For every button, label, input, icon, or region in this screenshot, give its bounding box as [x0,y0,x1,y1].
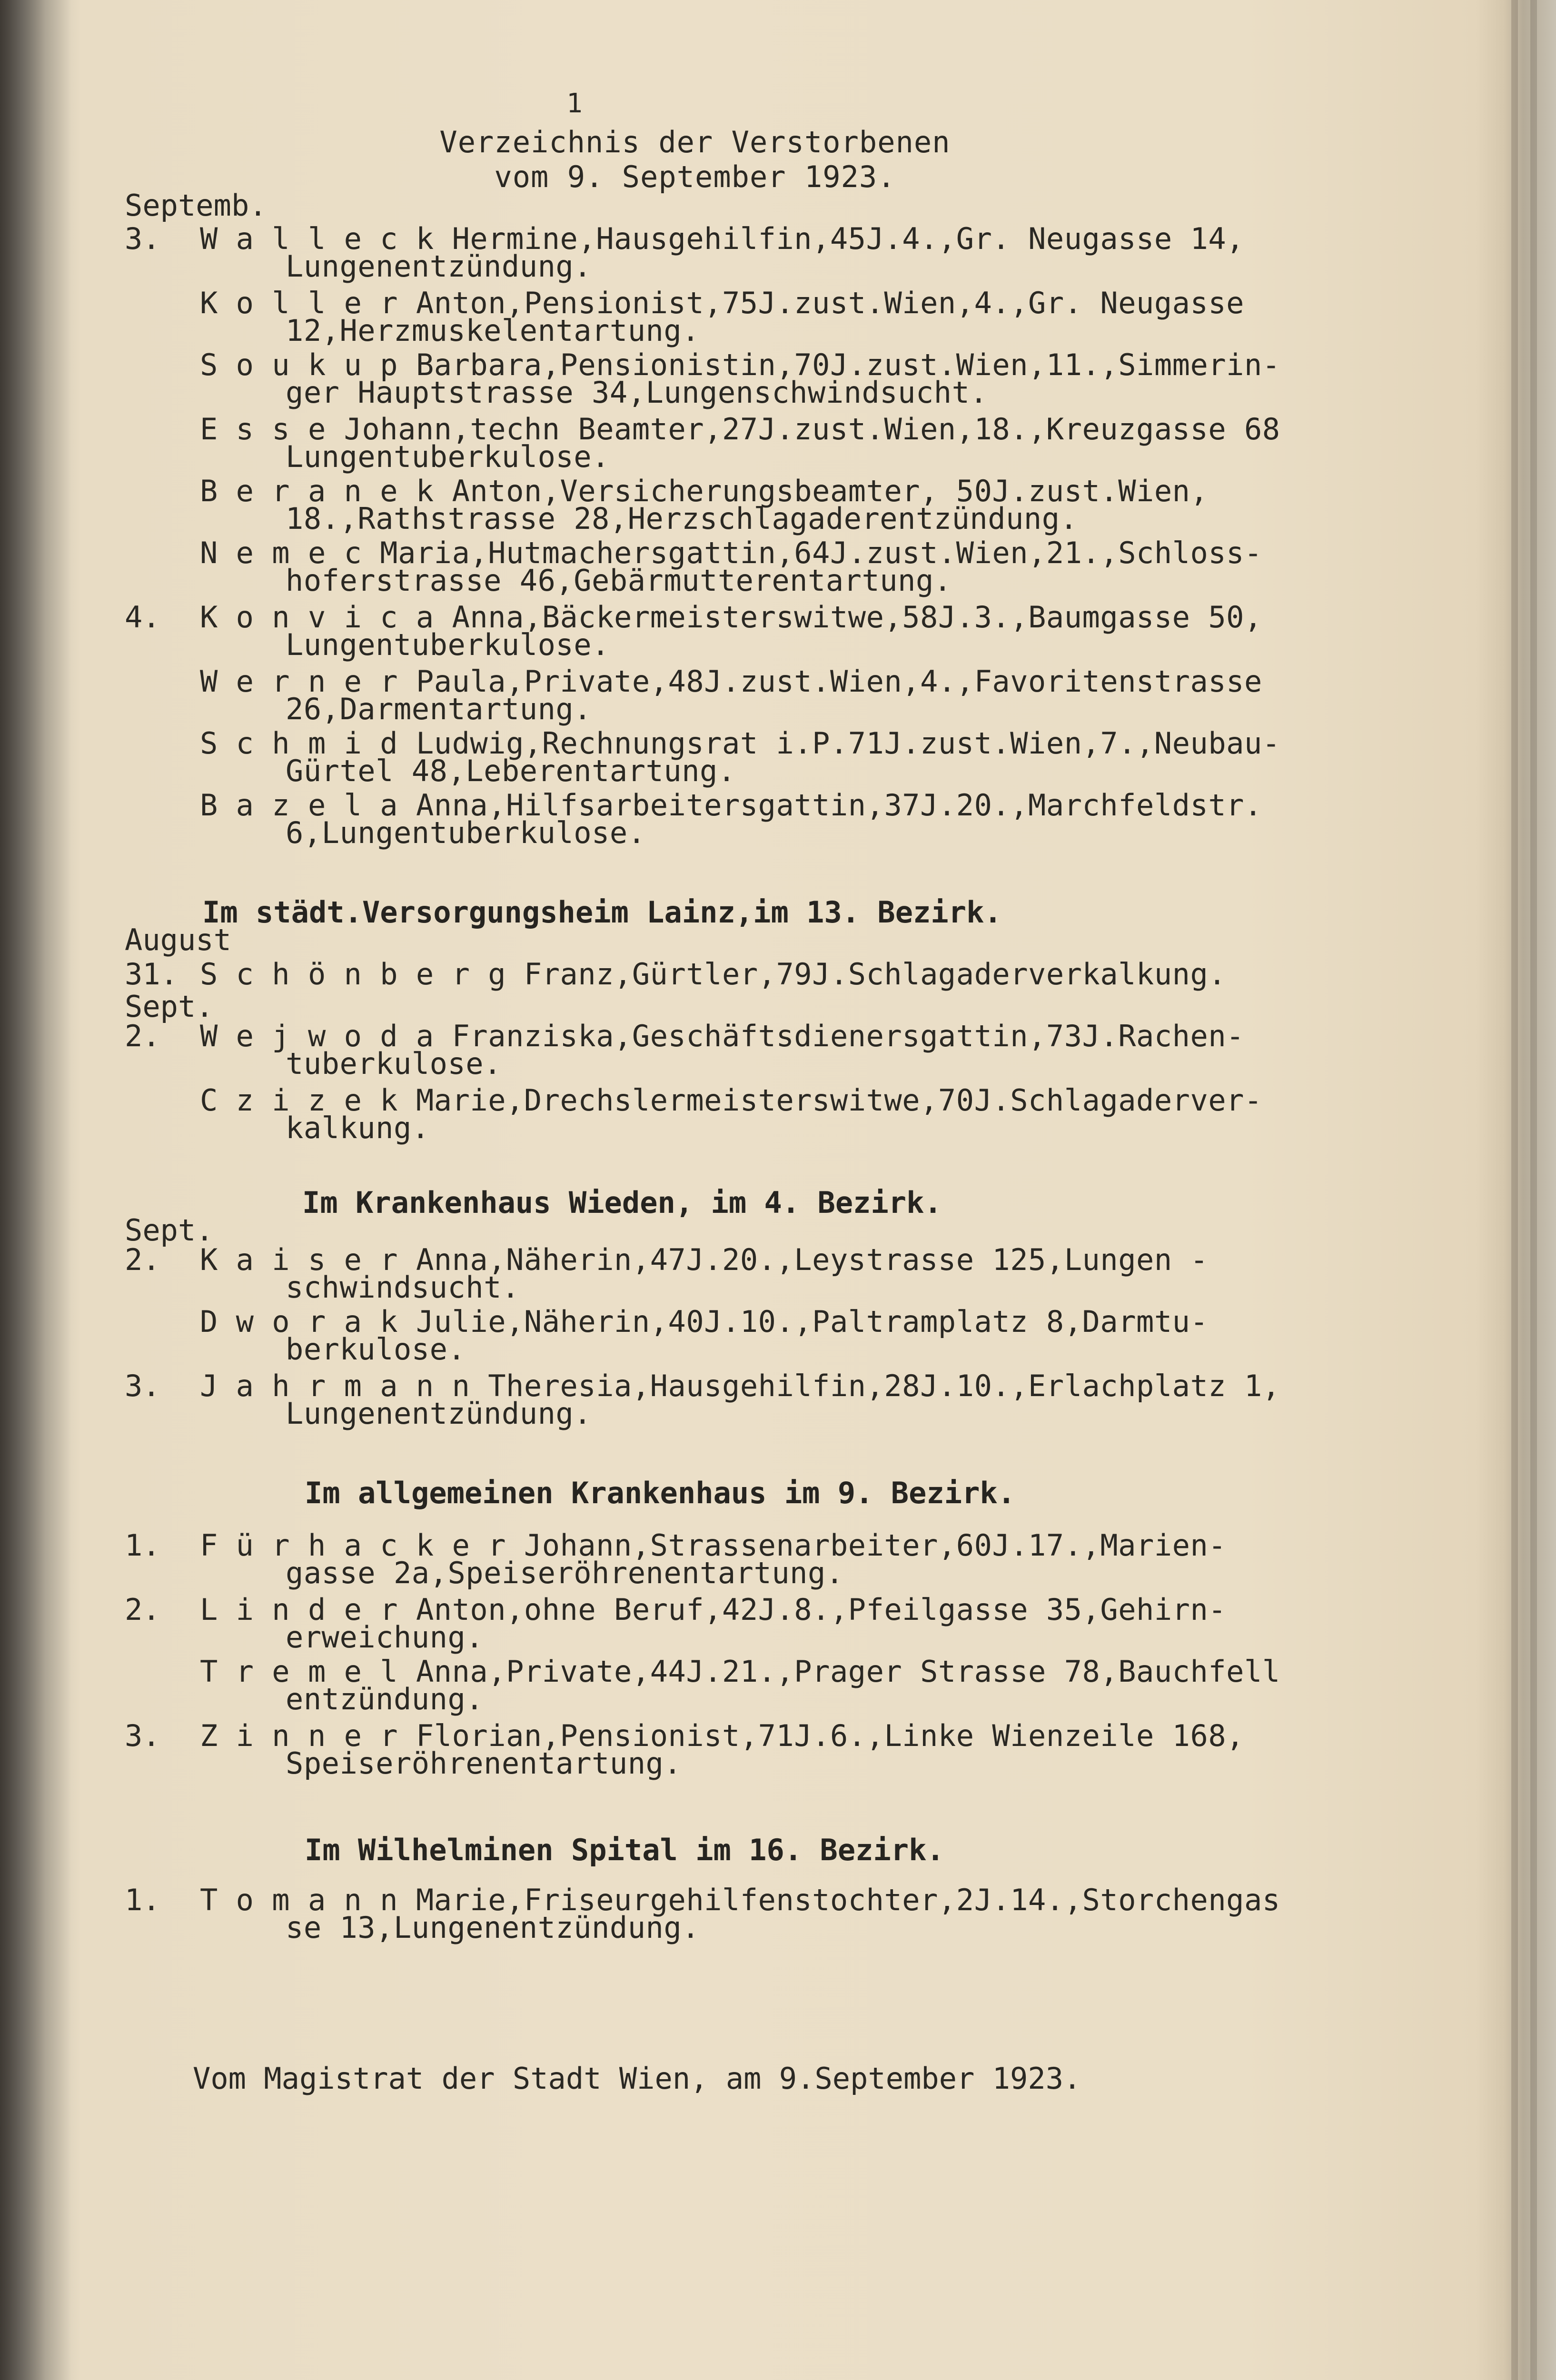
entry-text-line2: 6,Lungentuberkulose. [286,815,646,850]
entry-text-line1: Marie,Drechslermeisterswitwe,70J.Schlagaderver- [416,1083,1262,1118]
entry-date: 2. [125,1019,160,1053]
entry-name: L i n d e r [200,1592,398,1627]
entry-text-line1: Theresia,Hausgehilfin,28J.10.,Erlachplatz 1, [488,1368,1280,1403]
entry-text-line1: Anton,Pensionist,75J.zust.Wien,4.,Gr. Neugasse [416,286,1244,320]
entry-text-line2: 26,Darmentartung. [286,692,592,726]
entry-name: S c h m i d [200,726,398,761]
footer-signature-line: Vom Magistrat der Stadt Wien, am 9.September 1923. [193,2061,1081,2096]
entry-text-line1: Franz,Gürtler,79J.Schlagaderverkalkung. [524,957,1227,992]
entry-text-line1: Hermine,Hausgehilfin,45J.4.,Gr. Neugasse 14, [452,221,1244,256]
entry-text-line2: hoferstrasse 46,Gebärmutterentartung. [286,563,952,598]
entry-text-line1: Anna,Private,44J.21.,Prager Strasse 78,Bauchfell [416,1654,1280,1689]
entry-text-line2: Lungenentzündung. [286,249,592,284]
entry-name: S c h ö n b e r g [200,957,506,992]
entry-name: Z i n n e r [200,1718,398,1753]
entry-name: N e m e c [200,536,362,570]
section-heading-wieden: Im Krankenhaus Wieden, im 4. Bezirk. [302,1185,942,1220]
entry-name: W e j w o d a [200,1019,434,1053]
entry-text-line1: Barbara,Pensionistin,70J.zust.Wien,11.,Simmerin- [416,347,1280,382]
entry-text-line2: erweichung. [286,1620,484,1655]
entry-text-line1: Anna,Näherin,47J.20.,Leystrasse 125,Lungen - [416,1242,1209,1277]
entry-text-line2: Lungentuberkulose. [286,627,610,662]
page-edge [1511,0,1518,2380]
page-number: 1 [566,88,583,119]
section-heading-allgemeines: Im allgemeinen Krankenhaus im 9. Bezirk. [305,1476,1016,1510]
entry-date: 2. [125,1242,160,1277]
entry-text-line1: Ludwig,Rechnungsrat i.P.71J.zust.Wien,7.,Neubau- [416,726,1280,761]
entry-name: B e r a n e k [200,474,434,508]
entry-date: 3. [125,1368,160,1403]
entry-date: 3. [125,221,160,256]
entry-name: W e r n e r [200,664,398,699]
entry-text-line2: 12,Herzmuskelentartung. [286,313,700,348]
entry-name: S o u k u p [200,347,398,382]
section-heading-wilhelminen: Im Wilhelminen Spital im 16. Bezirk. [305,1833,944,1867]
entry-text-line1: Florian,Pensionist,71J.6.,Linke Wienzeile 168, [416,1718,1244,1753]
entry-text-line2: Lungentuberkulose. [286,439,610,474]
entry-text-line2: Lungenentzündung. [286,1396,592,1431]
entry-text-line2: Speiseröhrenentartung. [286,1746,682,1781]
entry-name: C z i z e k [200,1083,398,1118]
entry-text-line1: Maria,Hutmachersgattin,64J.zust.Wien,21.,Schloss- [380,536,1262,570]
month-label: Sept. [125,1213,214,1248]
entry-date: 1. [125,1883,160,1917]
entry-text-line2: gasse 2a,Speiseröhrenentartung. [286,1556,844,1590]
entry-date: 3. [125,1718,160,1753]
entry-text-line1: Marie,Friseurgehilfenstochter,2J.14.,Storchengas [416,1883,1280,1917]
entry-text-line2: berkulose. [286,1332,466,1367]
entry-name: T o m a n n [200,1883,398,1917]
entry-date: 2. [125,1592,160,1627]
month-label: Septemb. [125,188,267,223]
entry-text-line1: Anton,ohne Beruf,42J.8.,Pfeilgasse 35,Gehirn- [416,1592,1227,1627]
entry-text-line2: ger Hauptstrasse 34,Lungenschwindsucht. [286,375,988,410]
entry-text-line1: Anna,Bäckermeisterswitwe,58J.3.,Baumgasse 50, [452,600,1262,635]
entry-text-line1: Johann,techn Beamter,27J.zust.Wien,18.,Kreuzgasse 68 [344,412,1280,446]
entry-name: T r e m e l [200,1654,398,1689]
entry-text-line1: Paula,Private,48J.zust.Wien,4.,Favoritenstrasse [416,664,1262,699]
section-heading-lainz: Im städt.Versorgungsheim Lainz,im 13. Bezirk. [202,895,1002,930]
entry-name: K o n v i c a [200,600,434,635]
entry-date: 4. [125,600,160,635]
entry-text-line1: Julie,Näherin,40J.10.,Paltramplatz 8,Darmtu- [416,1304,1209,1339]
entry-text-line2: 18.,Rathstrasse 28,Herzschlagaderentzündung. [286,501,1078,536]
entry-name: B a z e l a [200,788,398,823]
month-label: August [125,922,231,957]
entry-date: 31. [125,957,178,992]
page-edge [1530,0,1537,2380]
entry-name: F ü r h a c k e r [200,1528,506,1563]
document-date: vom 9. September 1923. [494,159,896,194]
entry-name: K a i s e r [200,1242,398,1277]
entry-name: J a h r m a n n [200,1368,470,1403]
entry-text-line1: Anna,Hilfsarbeitersgattin,37J.20.,Marchfeldstr. [416,788,1262,823]
entry-name: W a l l e c k [200,221,434,256]
entry-text-line2: schwindsucht. [286,1270,520,1305]
entry-text-line1: Johann,Strassenarbeiter,60J.17.,Marien- [524,1528,1227,1563]
entry-text-line2: Gürtel 48,Leberentartung. [286,754,736,788]
book-gutter-shadow [0,0,71,2380]
document-title: Verzeichnis der Verstorbenen [439,125,951,159]
month-label: Sept. [125,989,214,1024]
entry-text-line2: tuberkulose. [286,1046,502,1081]
entry-name: E s s e [200,412,326,446]
entry-name: K o l l e r [200,286,398,320]
entry-text-line1: Anton,Versicherungsbeamter, 50J.zust.Wien, [452,474,1209,508]
entry-text-line2: entzündung. [286,1682,484,1716]
entry-text-line1: Franziska,Geschäftsdienersgattin,73J.Rachen- [452,1019,1244,1053]
entry-text-line2: se 13,Lungenentzündung. [286,1910,700,1945]
entry-date: 1. [125,1528,160,1563]
entry-name: D w o r a k [200,1304,398,1339]
entry-text-line2: kalkung. [286,1111,430,1145]
